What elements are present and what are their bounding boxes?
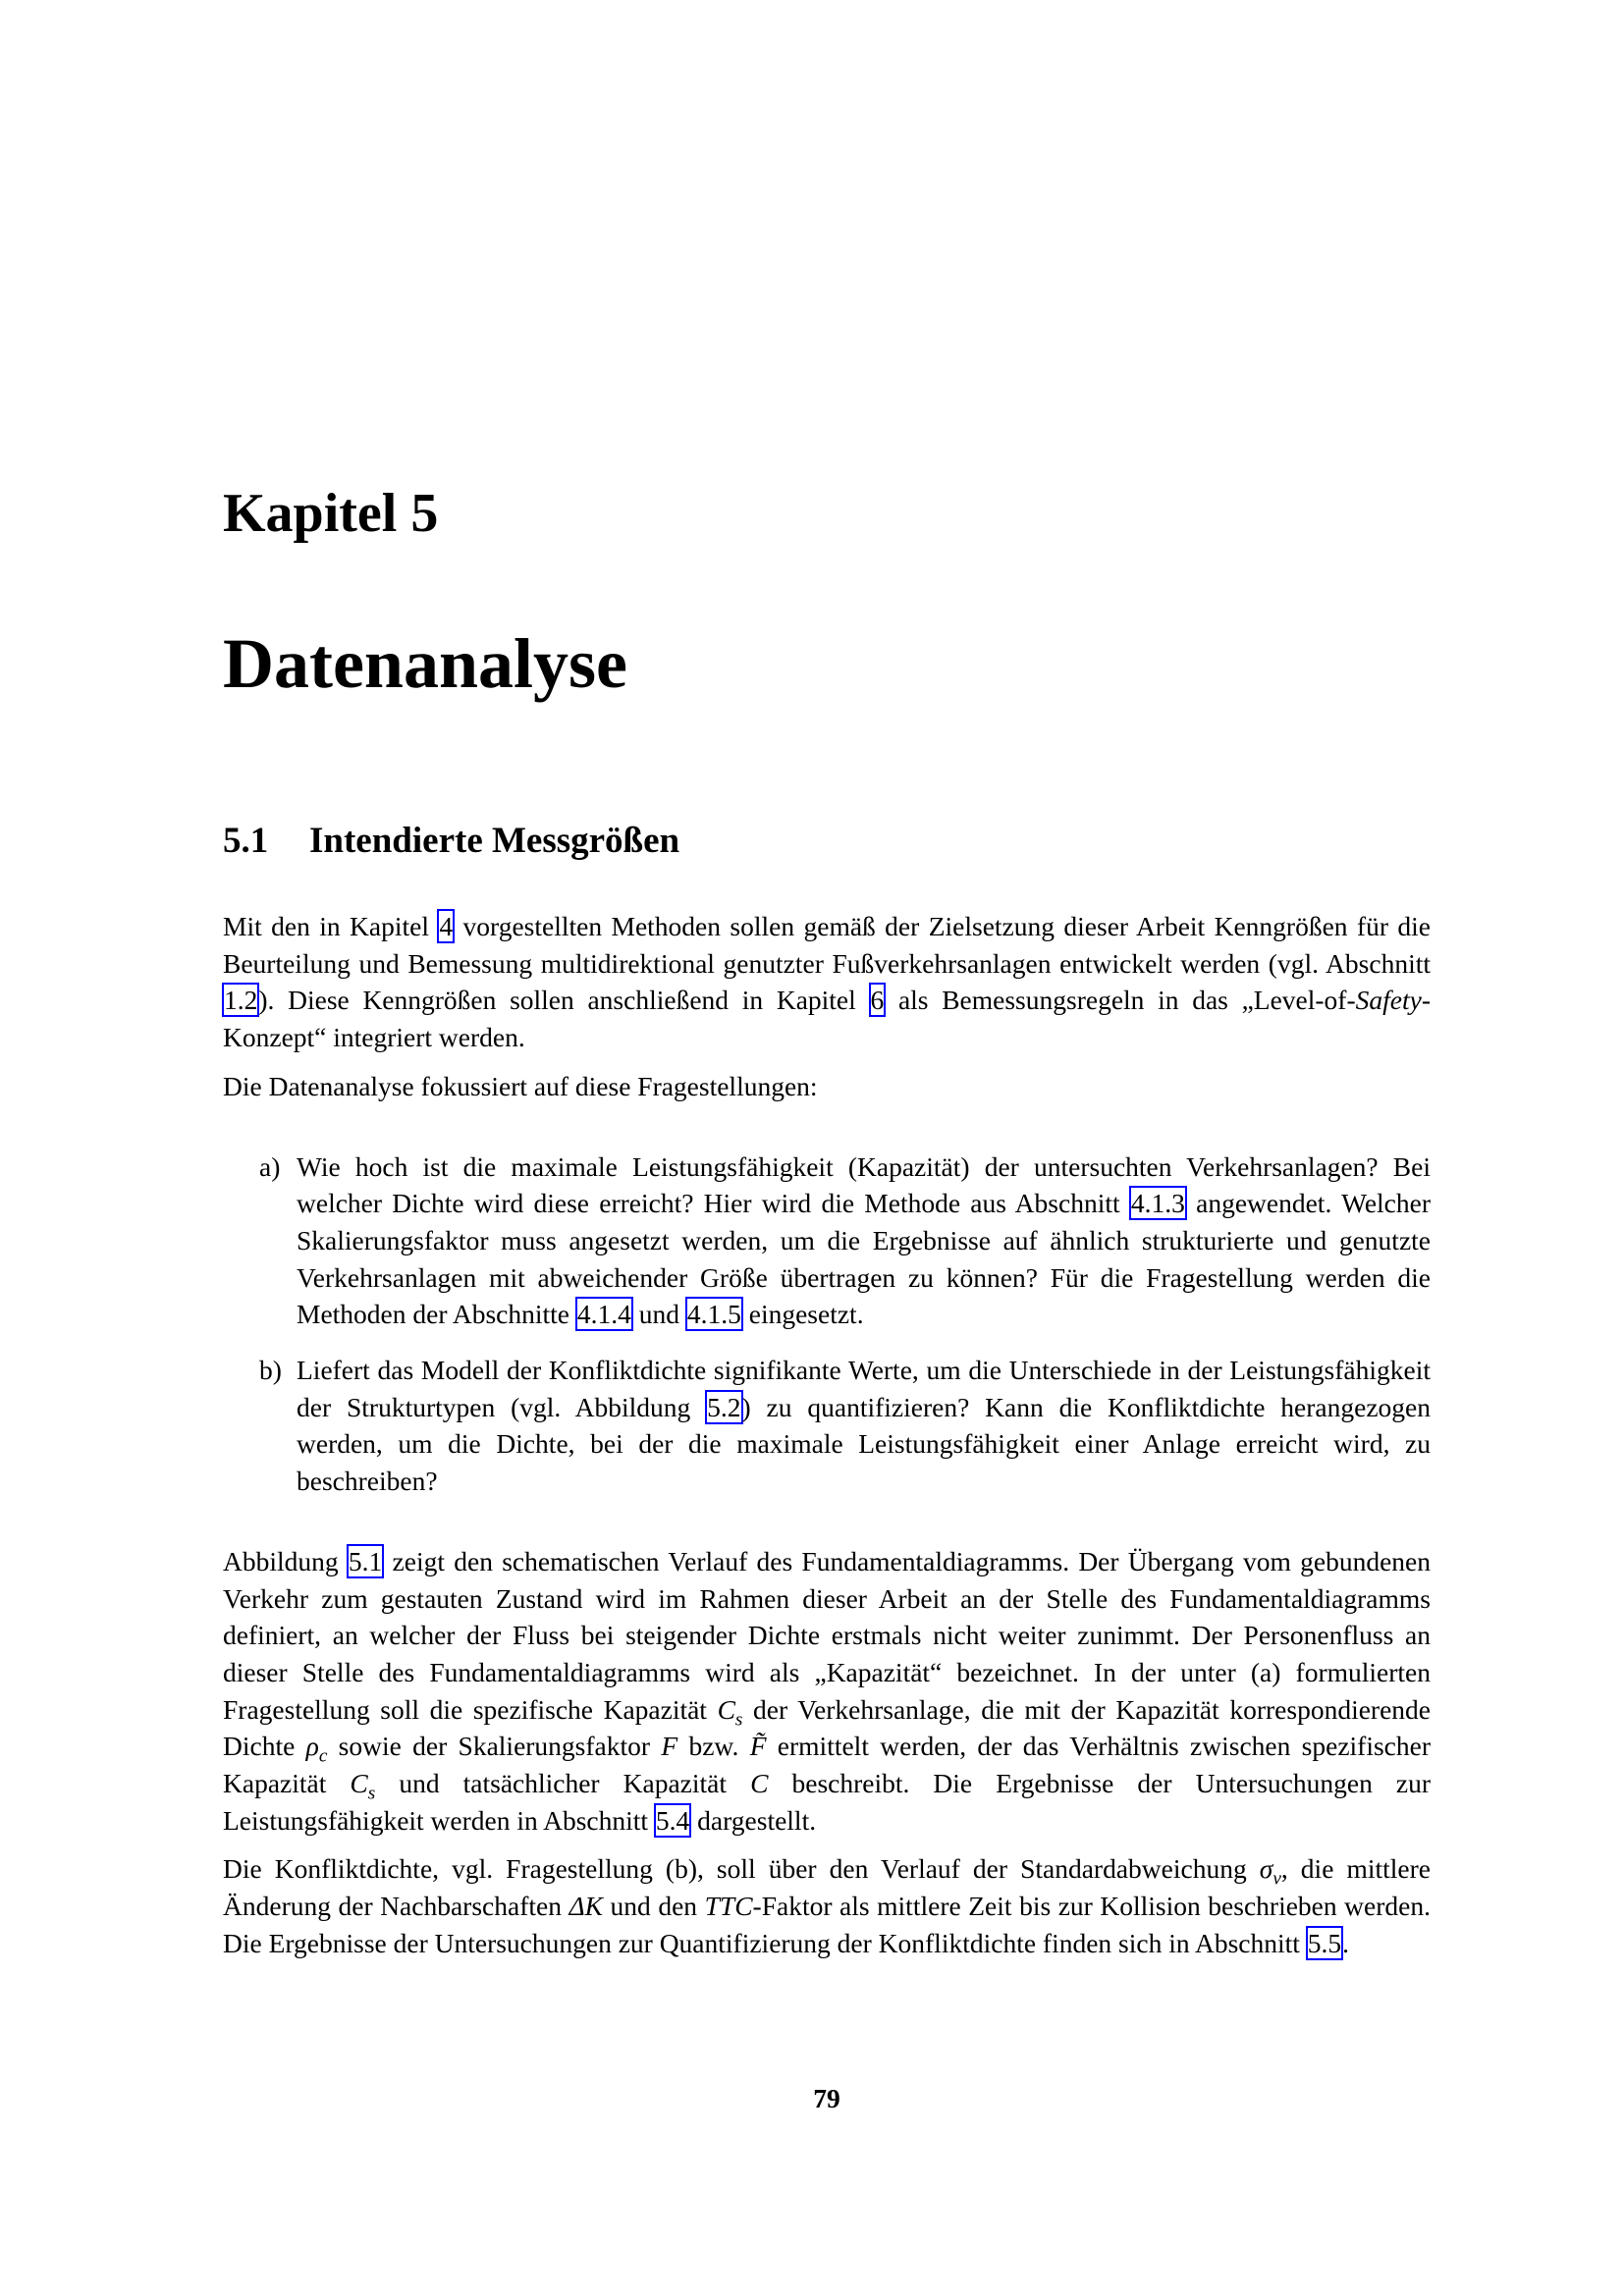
chapter-title: Datenanalyse <box>223 624 627 703</box>
ref-abschnitt-4-1-5[interactable]: 4.1.5 <box>686 1299 741 1330</box>
text-run: -Konzept“ integriert werden. <box>223 985 1432 1053</box>
paragraph-capacity <box>223 1543 1431 1840</box>
question-a <box>223 1148 1431 1334</box>
symbol-c: C <box>750 1768 769 1799</box>
text-run: . <box>1342 1927 1350 1958</box>
ref-abschnitt-4-1-3[interactable]: 4.1.3 <box>1130 1188 1185 1219</box>
text-run: und den <box>602 1891 705 1922</box>
section-heading <box>223 823 679 859</box>
ref-abbildung-5-2[interactable]: 5.2 <box>707 1391 741 1422</box>
text-run: sowie der Skalierungsfaktor <box>327 1731 662 1762</box>
list-marker: a) <box>259 1150 281 1182</box>
ref-abschnitt-5-4[interactable]: 5.4 <box>655 1804 690 1836</box>
text-run: und tatsächlicher Kapazität <box>375 1768 751 1799</box>
text-run: ). Diese Kenngrößen sollen anschließend in Kapitel <box>258 985 870 1016</box>
text-run: Abbildung <box>223 1545 348 1576</box>
page-number: 79 <box>813 2083 840 2113</box>
text-run: Die Konfliktdichte, vgl. Fragestellung (b), soll über den Verlauf der Standardabweichung <box>223 1853 1260 1885</box>
text-run: vorgestellten Methoden sollen gemäß der Zielsetzung dieser Arbeit Kenngrößen für die Beurteilung und Bemessung multidirektional genutzter Fußverkehrsanlagen entwickelt werden (vgl. Abschnitt <box>223 911 1431 979</box>
symbol-sigma-v: $\sigma_v$ <box>1259 1853 1281 1890</box>
page <box>223 0 1431 2296</box>
text-run: eingesetzt. <box>741 1299 864 1330</box>
symbol-cs: $C_s$ <box>717 1693 743 1731</box>
section-number: 5.1 <box>223 821 269 861</box>
ref-abschnitt-5-5[interactable]: 5.5 <box>1307 1927 1342 1958</box>
ref-abbildung-5-1[interactable]: 5.1 <box>348 1545 383 1576</box>
list-marker: b) <box>259 1355 282 1386</box>
section-title: Intendierte Messgrößen <box>309 821 680 861</box>
text-run: Wie hoch ist die maximale Leistungsfähigkeit (Kapazität) der untersuchten Verkehrsanlagen? Bei welcher Dichte wird diese erreicht? Hier wird die Methode aus Abschnitt <box>297 1150 1431 1219</box>
text-run: bzw. <box>677 1731 750 1762</box>
text-run: ) zu quantifizieren? Kann die Konfliktdichte herangezogen werden, um die Dichte, bei der die maximale Leistungsfähigkeit einer Anlage erreicht wird, zu beschreiben? <box>297 1391 1431 1497</box>
text-run: dargestellt. <box>690 1804 817 1836</box>
body-text <box>223 908 1431 1962</box>
symbol-delta-k: ΔK <box>568 1891 603 1922</box>
text-run-italic: Safety <box>1355 985 1422 1016</box>
text-run: der Verkehrsanlage, die mit der Kapazität korrespondierende Dichte <box>223 1693 1431 1762</box>
question-list <box>223 1148 1431 1500</box>
paragraph-questions-intro: Die Datenanalyse fokussiert auf diese Fragestellungen: <box>223 1070 818 1101</box>
ref-abschnitt-1-2[interactable]: 1.2 <box>224 985 258 1016</box>
symbol-rho-c: $\rho_c$ <box>305 1731 328 1767</box>
text-run: beschreibt. Die Ergebnisse der Untersuchungen zur Leistungsfähigkeit werden in Abschnitt <box>223 1768 1431 1836</box>
ref-kapitel-6[interactable]: 6 <box>870 985 885 1016</box>
chapter-label: Kapitel 5 <box>223 483 439 544</box>
symbol-cs: $C_s$ <box>350 1768 376 1804</box>
text-run: zeigt den schematischen Verlauf des Fundamentaldiagramms. Der Übergang vom gebundenen Verkehr zum gestauten Zustand wird im Rahmen dieser Arbeit an der Stelle des Fundamentaldiagramms definiert, an welcher der Fluss bei steigender Dichte erstmals nicht weiter zunimmt. Der Personenfluss an dieser Stelle des Fundamentaldiagramms wird als „Kapazität“ bezeichnet. In der unter (a) formulierten Fragestellung soll die spezifische Kapazität <box>223 1545 1432 1725</box>
paragraph-conflict-density <box>223 1850 1431 1961</box>
text-run: angewendet. Welcher Skalierungsfaktor muss angesetzt werden, um die Ergebnisse auf ähnlich strukturierte und genutzte Verkehrsanlagen mit abweichender Größe übertragen zu können? Für die Fragestellung werden die Methoden der Abschnitte <box>297 1188 1431 1330</box>
text-run: als Bemessungsregeln in das „Level-of- <box>885 985 1356 1016</box>
text-run: Mit den in Kapitel <box>223 911 439 941</box>
symbol-f-tilde: F̃ <box>749 1731 767 1762</box>
ref-kapitel-4[interactable]: 4 <box>439 911 454 941</box>
symbol-ttc: TTC <box>704 1891 753 1922</box>
text-run: , die mittlere Änderung der Nachbarschaften <box>223 1853 1431 1922</box>
paragraph-intro <box>223 908 1431 1056</box>
text-run: und <box>631 1299 686 1330</box>
ref-abschnitt-4-1-4[interactable]: 4.1.4 <box>576 1299 631 1330</box>
symbol-f: F <box>661 1731 678 1762</box>
text-run: -Faktor als mittlere Zeit bis zur Kollision beschrieben werden. Die Ergebnisse der Untersuchungen zur Quantifizierung der Konfliktdichte finden sich in Abschnitt <box>223 1891 1431 1958</box>
text-run: Liefert das Modell der Konfliktdichte signifikante Werte, um die Unterschiede in der Leistungsfähigkeit der Strukturtypen (vgl. Abbildung <box>297 1355 1431 1422</box>
text-run: ermittelt werden, der das Verhältnis zwischen spezifischer Kapazität <box>223 1731 1432 1799</box>
question-b <box>223 1352 1431 1500</box>
